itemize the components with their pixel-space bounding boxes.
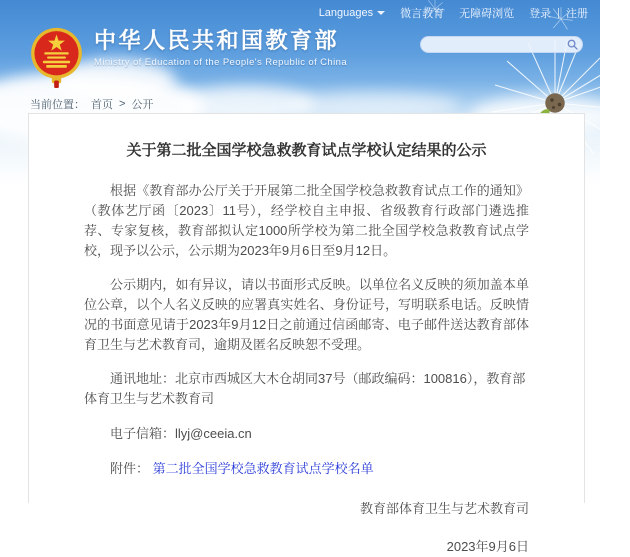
search-icon	[567, 39, 578, 50]
article-title: 关于第二批全国学校急救教育试点学校认定结果的公示	[126, 142, 487, 159]
attachment-link[interactable]: 第二批全国学校急救教育试点学校名单	[152, 461, 374, 476]
link-accessibility[interactable]: 无障碍浏览	[459, 8, 515, 20]
topbar	[319, 5, 588, 21]
site-title: 中华人民共和国教育部	[94, 28, 340, 53]
content-panel	[28, 113, 585, 554]
languages-menu[interactable]	[319, 7, 385, 19]
breadcrumb-current[interactable]: 公开	[131, 99, 154, 111]
search-input[interactable]	[421, 37, 567, 52]
signature: 教育部体育卫生与艺术教育司	[359, 501, 529, 516]
search-button[interactable]	[567, 39, 584, 50]
attachment-line	[84, 459, 529, 479]
national-emblem-icon	[28, 26, 85, 88]
languages-label: Languages	[318, 7, 374, 19]
link-register[interactable]: 注册	[566, 8, 588, 20]
email-line: 电子信箱：llyj@ceeia.cn	[110, 426, 252, 441]
article-paragraph: 公示期内，如有异议，请以书面形式反映。以单位名义反映的须加盖本单位公章，以个人名义反映的应署真实姓名、身份证号，写明联系电话。反映情况的书面意见请于2023年9月12日之前通过信函邮寄、电子邮件送达教育部体育卫生与艺术教育司，逾期及匿名反映恕不受理。	[84, 277, 529, 352]
attachment-label: 附件：	[110, 461, 150, 476]
breadcrumb	[30, 96, 153, 112]
article	[29, 114, 584, 557]
chevron-down-icon	[377, 11, 385, 15]
contact-address-line: 通讯地址：北京市西城区大木仓胡同37号（邮政编码：100816），教育部体育卫生与艺术教育司	[84, 371, 526, 406]
topbar-divider: |	[557, 7, 560, 19]
link-weixin-education[interactable]: 微言教育	[400, 8, 445, 20]
site-header	[28, 26, 347, 88]
publish-date: 2023年9月6日	[446, 539, 529, 554]
site-titles	[94, 26, 347, 68]
search-box	[420, 36, 583, 53]
breadcrumb-separator: >	[119, 98, 126, 110]
link-login[interactable]: 登录	[529, 8, 552, 20]
breadcrumb-prefix: 当前位置：	[30, 99, 85, 111]
site-subtitle: Ministry of Education of the People's Republic of China	[94, 57, 347, 68]
article-paragraph: 根据《教育部办公厅关于开展第二批全国学校急救教育试点工作的通知》（教体艺厅函〔2023〕11号），经学校自主申报、省级教育行政部门遴选推荐、专家复核，教育部拟认定1000所学校为第二批全国学校急救教育试点学校，现予以公示，公示期为2023年9月6日至9月12日。	[84, 183, 529, 258]
breadcrumb-home-link[interactable]: 首页	[91, 99, 113, 111]
